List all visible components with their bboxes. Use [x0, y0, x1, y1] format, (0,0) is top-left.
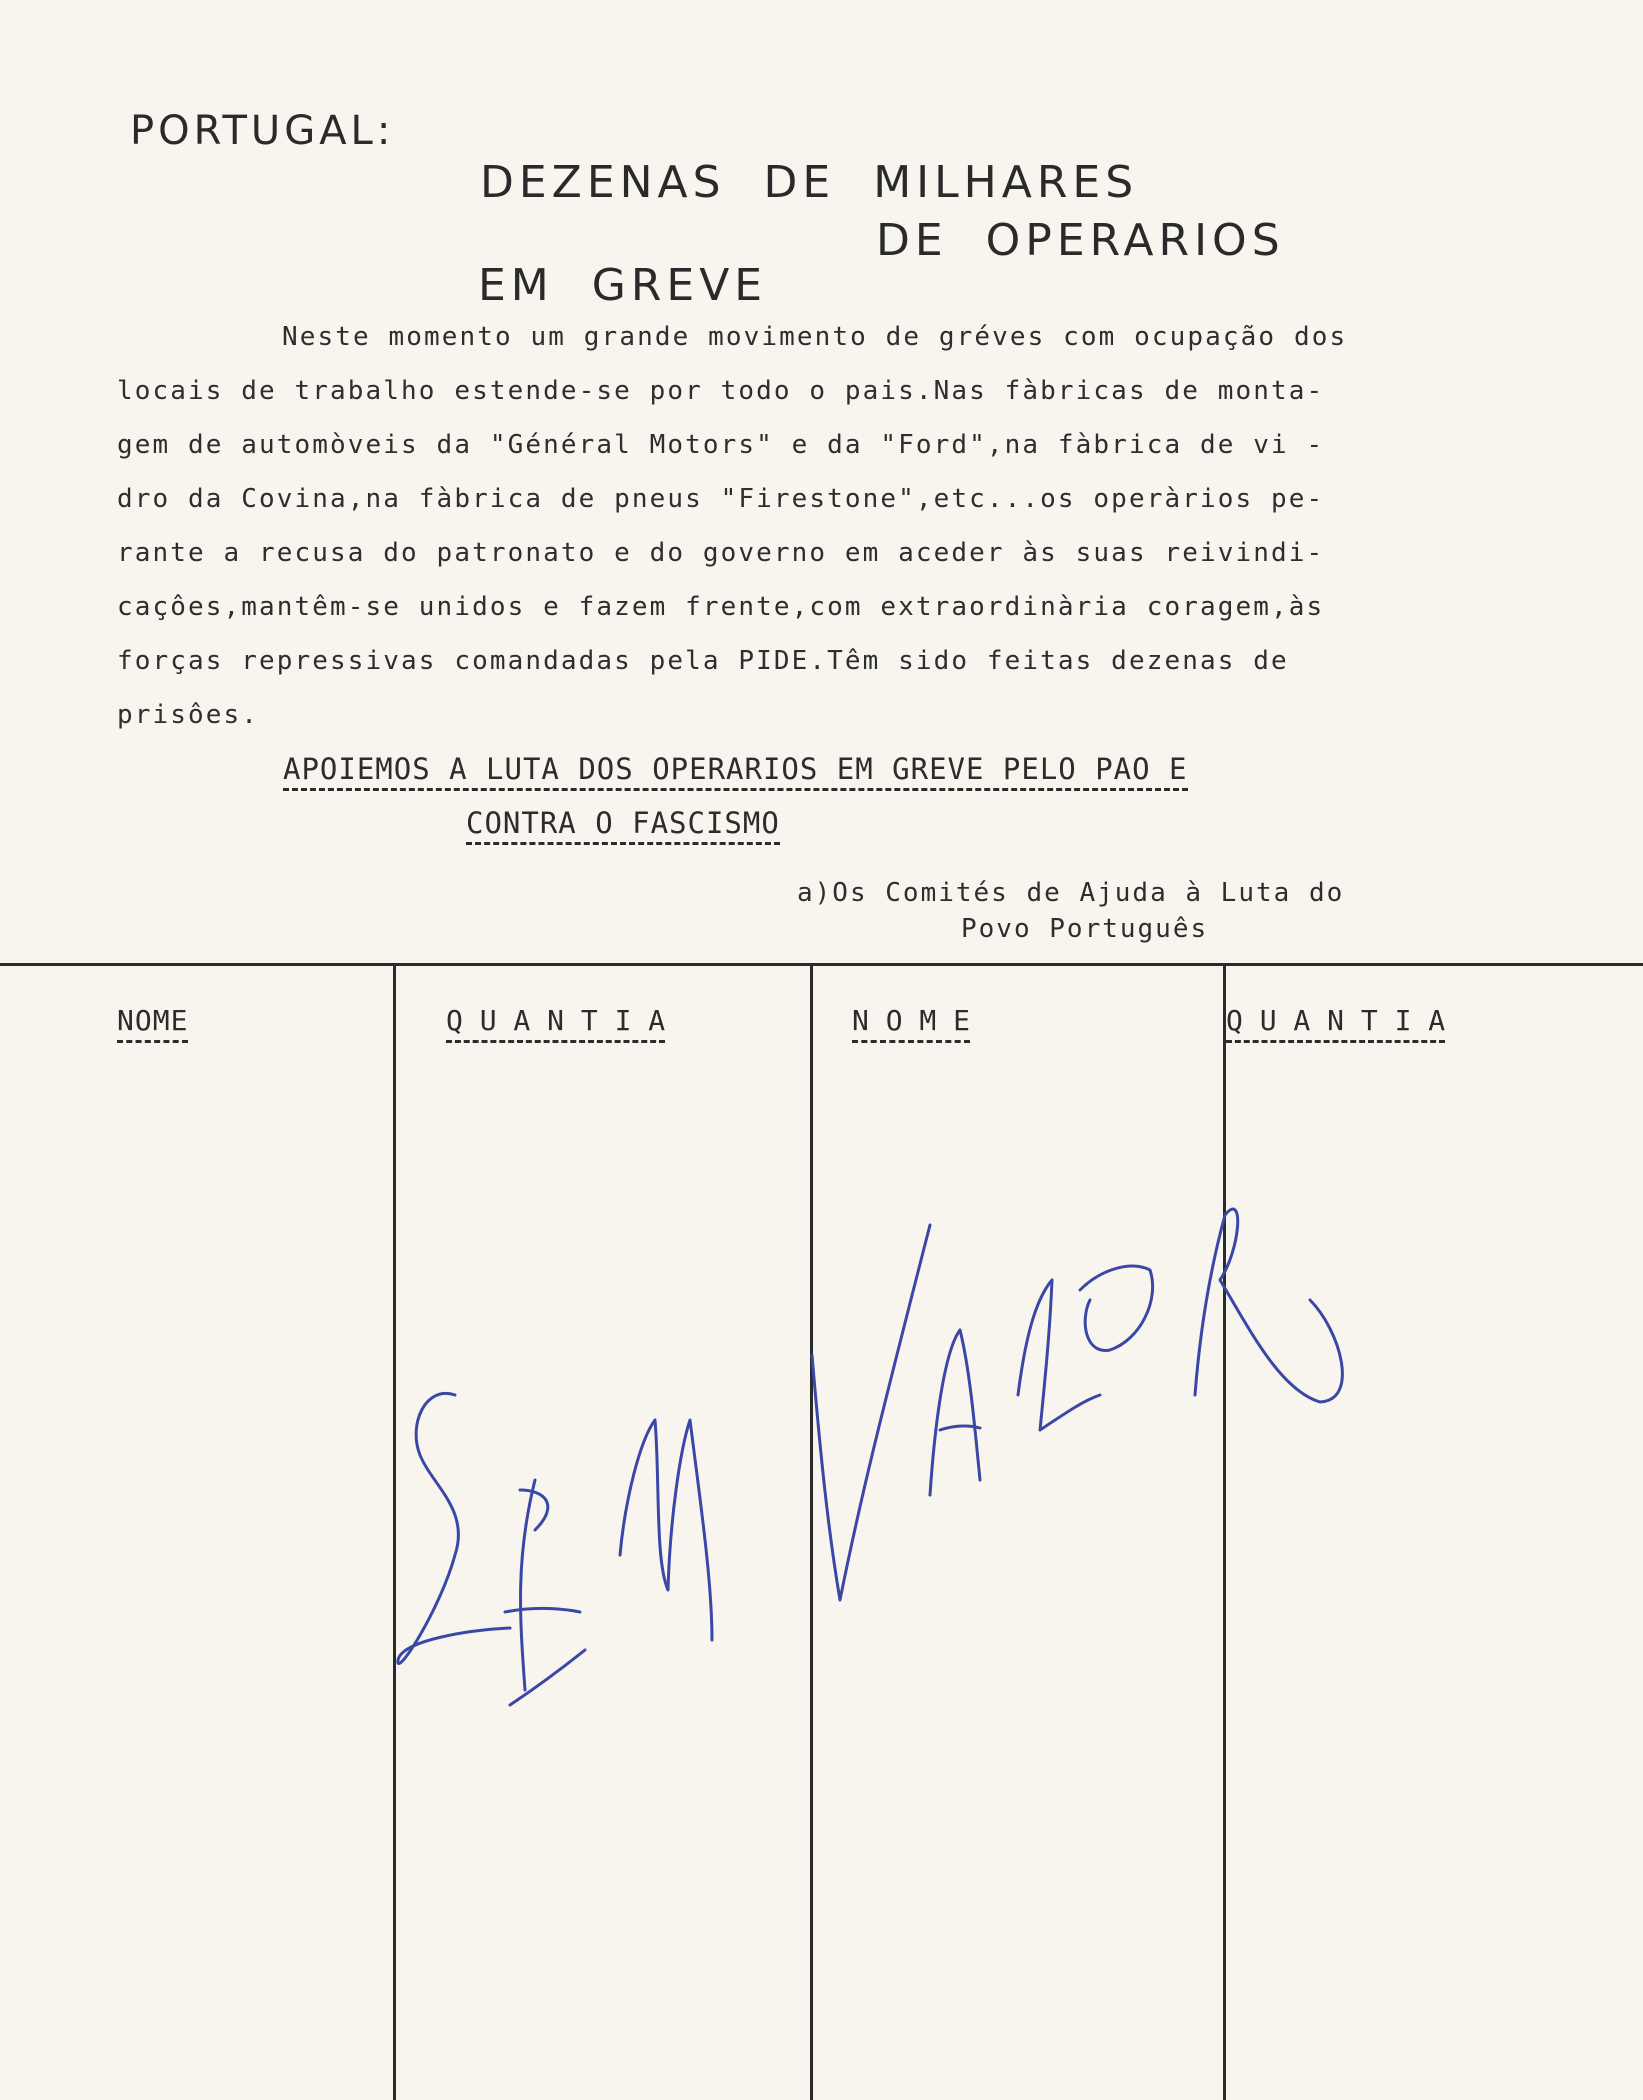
body-line: locais de trabalho estende-se por todo o pais.Nas fàbricas de monta-	[117, 376, 1325, 406]
body-line: dro da Covina,na fàbrica de pneus "Firestone",etc...os operàrios pe-	[117, 484, 1325, 514]
ink-stroke	[520, 1490, 548, 1530]
body-line: gem de automòveis da "Général Motors" e da "Ford",na fàbrica de vi -	[117, 430, 1325, 460]
ink-stroke	[505, 1608, 580, 1612]
headline-line-3: EM GREVE	[478, 260, 768, 311]
column-header-quantia: Q U A N T I A	[1226, 1004, 1445, 1043]
headline-line-1: DEZENAS DE MILHARES	[480, 157, 1139, 208]
country-heading: PORTUGAL:	[130, 108, 395, 154]
headline-line-2: DE OPERARIOS	[876, 215, 1285, 266]
body-line: prisôes.	[117, 700, 260, 730]
ink-stroke	[620, 1420, 712, 1640]
column-header-quantia: Q U A N T I A	[446, 1004, 665, 1043]
ink-stroke	[521, 1480, 535, 1690]
body-line: Neste momento um grande movimento de gréves com ocupação dos	[282, 322, 1348, 352]
body-line: forças repressivas comandadas pela PIDE.Têm sido feitas dezenas de	[117, 646, 1289, 676]
ink-stroke	[812, 1225, 930, 1600]
body-line: caçôes,mantêm-se unidos e fazem frente,com extraordinària coragem,às	[117, 592, 1325, 622]
column-header-nome: N O M E	[852, 1004, 970, 1043]
column-header-nome: NOME	[117, 1004, 188, 1043]
ink-stroke	[1080, 1266, 1153, 1350]
signature-line-1: a)Os Comités de Ajuda à Luta do	[797, 878, 1345, 908]
slogan-line-1: APOIEMOS A LUTA DOS OPERARIOS EM GREVE PELO PAO E	[283, 752, 1188, 791]
slogan-line-2: CONTRA O FASCISMO	[466, 806, 780, 845]
ink-stroke	[510, 1650, 585, 1705]
ink-stroke	[398, 1393, 510, 1663]
signature-line-2: Povo Português	[961, 914, 1209, 944]
body-line: rante a recusa do patronato e do governo em aceder às suas reivindi-	[117, 538, 1325, 568]
ink-stroke	[1195, 1209, 1342, 1402]
ink-stroke	[930, 1330, 980, 1495]
